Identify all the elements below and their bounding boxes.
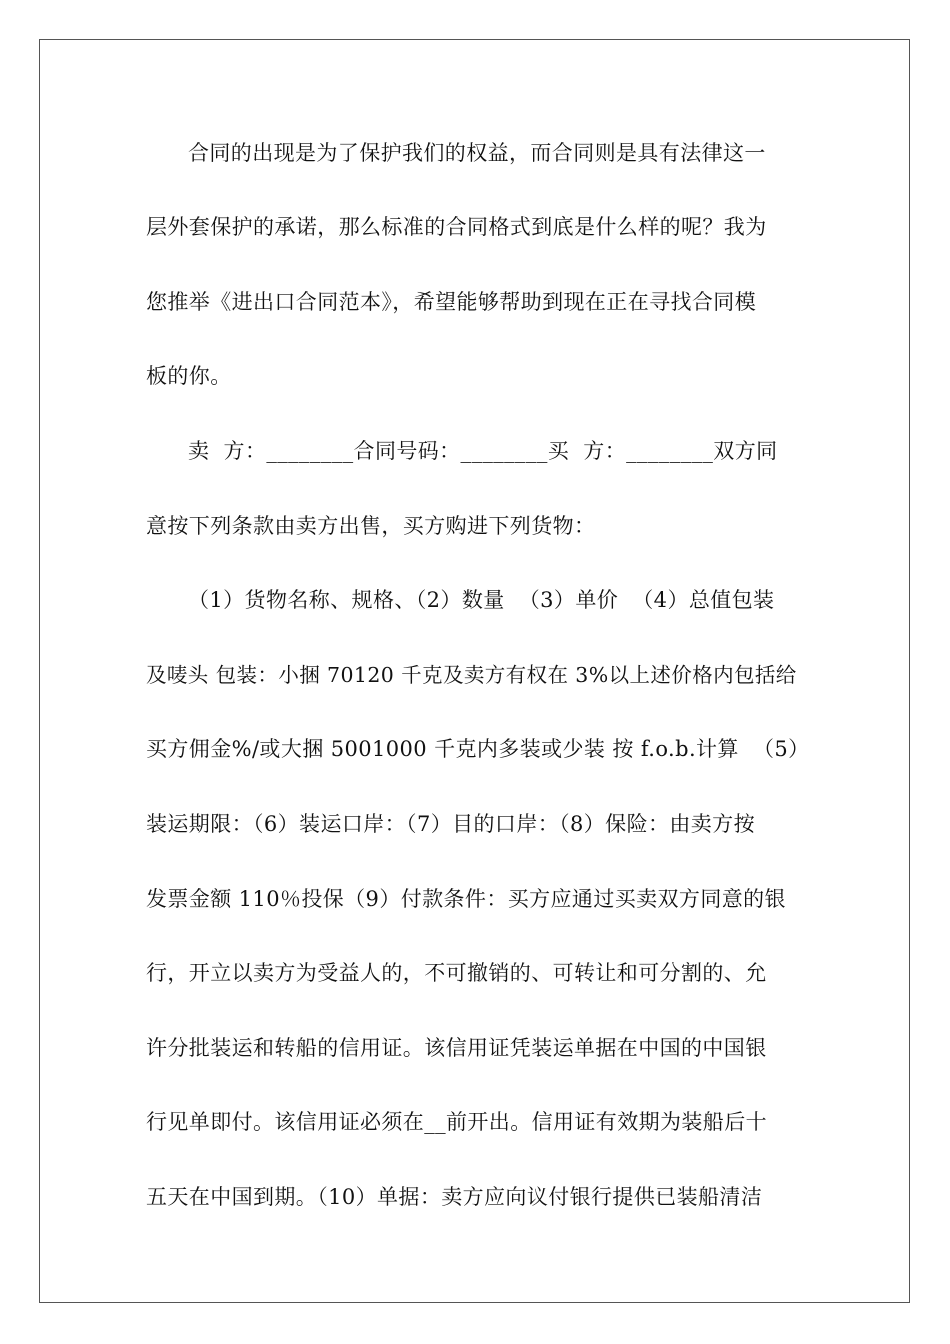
paragraph-line: 发票金额 110％投保（9）付款条件：买方应通过买卖双方同意的银 bbox=[146, 887, 786, 911]
paragraph-line: 您推举《进出口合同范本》，希望能够帮助到现在正在寻找合同模 bbox=[146, 290, 757, 314]
paragraph-line: 行见单即付。该信用证必须在__前开出。信用证有效期为装船后十 bbox=[146, 1110, 767, 1134]
paragraph-line: 卖 方：________合同号码：________买 方：________双方同 bbox=[188, 439, 778, 463]
paragraph-line: 五天在中国到期。（10）单据：卖方应向议付银行提供已装船清洁 bbox=[146, 1185, 763, 1209]
paragraph-line: 层外套保护的承诺，那么标准的合同格式到底是什么样的呢？我为 bbox=[146, 215, 767, 239]
paragraph-line: 买方佣金%/或大捆 5001000 千克内多装或少装 按 f.o.b.计算 （5） bbox=[146, 737, 810, 761]
paragraph-line: 意按下列条款由卖方出售，买方购进下列货物： bbox=[146, 514, 596, 538]
paragraph-line: 及唛头 包装：小捆 70120 千克及卖方有权在 3%以上述价格内包括给 bbox=[146, 663, 797, 687]
paragraph-line: 合同的出现是为了保护我们的权益，而合同则是具有法律这一 bbox=[188, 141, 766, 165]
paragraph-line: 行，开立以卖方为受益人的，不可撤销的、可转让和可分割的、允 bbox=[146, 961, 767, 985]
paragraph-line: 装运期限：（6）装运口岸：（7）目的口岸：（8）保险：由卖方按 bbox=[146, 812, 755, 836]
paragraph-line: 板的你。 bbox=[146, 364, 232, 388]
paragraph-line: （1）货物名称、规格、（2）数量 （3）单价 （4）总值包装 bbox=[188, 588, 775, 612]
paragraph-line: 许分批装运和转船的信用证。该信用证凭装运单据在中国的中国银 bbox=[146, 1036, 767, 1060]
